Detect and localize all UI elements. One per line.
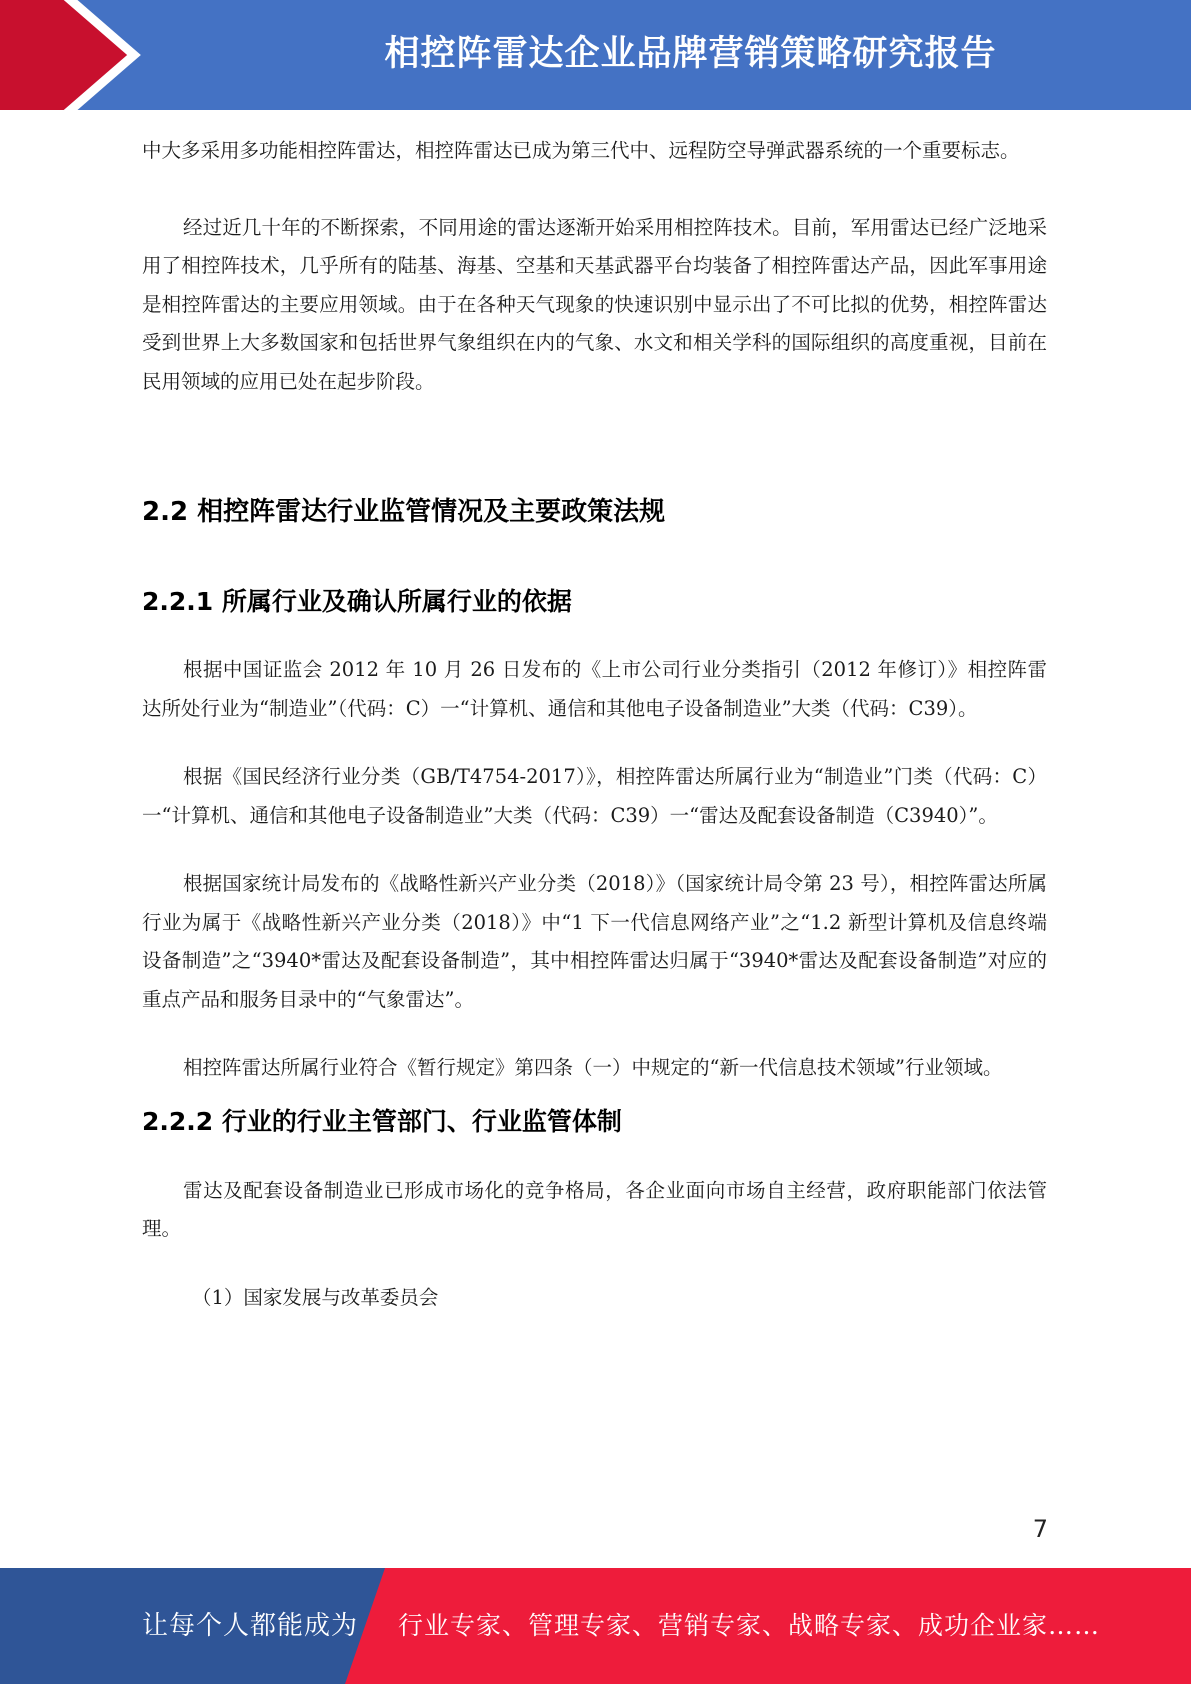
- section-heading-2-2-2: 2.2.2 行业的行业主管部门、行业监管体制: [142, 1106, 622, 1136]
- report-title: 相控阵雷达企业品牌营销策略研究报告: [384, 34, 997, 74]
- page-footer: [0, 1568, 1191, 1684]
- paragraph: 相控阵雷达所属行业符合《暂行规定》第四条（一）中规定的“新一代信息技术领域”行业领域。: [183, 1056, 1003, 1079]
- list-item: （1）国家发展与改革委员会: [192, 1285, 439, 1309]
- paragraph: 根据中国证监会 2012 年 10 月 26 日发布的《上市公司行业分类指引（2012 年修订）》相控阵雷达所处行业为“制造业”（代码：C）一“计算机、通信和其他电子设备制造业”大类（代码：C39）。: [142, 658, 1047, 720]
- section-heading-2-2: 2.2 相控阵雷达行业监管情况及主要政策法规: [142, 497, 666, 527]
- footer-slogan-left: 让每个人都能成为: [142, 1611, 359, 1641]
- section-heading-2-2-1: 2.2.1 所属行业及确认所属行业的依据: [142, 587, 572, 616]
- paragraph: 中大多采用多功能相控阵雷达，相控阵雷达已成为第三代中、远程防空导弹武器系统的一个重要标志。: [142, 139, 1020, 162]
- paragraph: 经过近几十年的不断探索，不同用途的雷达逐渐开始采用相控阵技术。目前，军用雷达已经广泛地采用了相控阵技术，几乎所有的陆基、海基、空基和天基武器平台均装备了相控阵雷达产品，因此军事用途是相控阵雷达的主要应用领域。由于在各种天气现象的快速识别中显示出了不可比拟的优势，相控阵雷达受到世界上大多数国家和包括世界气象组织在内的气象、水文和相关学科的国际组织的高度重视，目前在民用领域的应用已处在起步阶段。: [142, 215, 1047, 393]
- document-body: [142, 132, 1047, 1317]
- paragraph: 雷达及配套设备制造业已形成市场化的竞争格局，各企业面向市场自主经营，政府职能部门依法管理。: [142, 1178, 1047, 1240]
- page-header: [0, 0, 1191, 110]
- paragraph: 根据国家统计局发布的《战略性新兴产业分类（2018）》（国家统计局令第 23 号），相控阵雷达所属行业为属于《战略性新兴产业分类（2018）》中“1 下一代信息网络产业”之“1.2 新型计算机及信息终端设备制造”之“3940*雷达及配套设备制造”，其中相控阵雷达归属于“3940*雷达及配套设备制造”对应的重点产品和服务目录中的“气象雷达”。: [142, 872, 1047, 1011]
- page-number: 7: [1032, 1515, 1048, 1543]
- header-arrow-icon: [0, 0, 160, 110]
- paragraph: 根据《国民经济行业分类（GB/T4754-2017）》，相控阵雷达所属行业为“制造业”门类（代码：C）一“计算机、通信和其他电子设备制造业”大类（代码：C39）一“雷达及配套设备制造（C3940）”。: [142, 765, 1047, 827]
- footer-slogan-right: 行业专家、管理专家、营销专家、战略专家、成功企业家……: [398, 1611, 1101, 1640]
